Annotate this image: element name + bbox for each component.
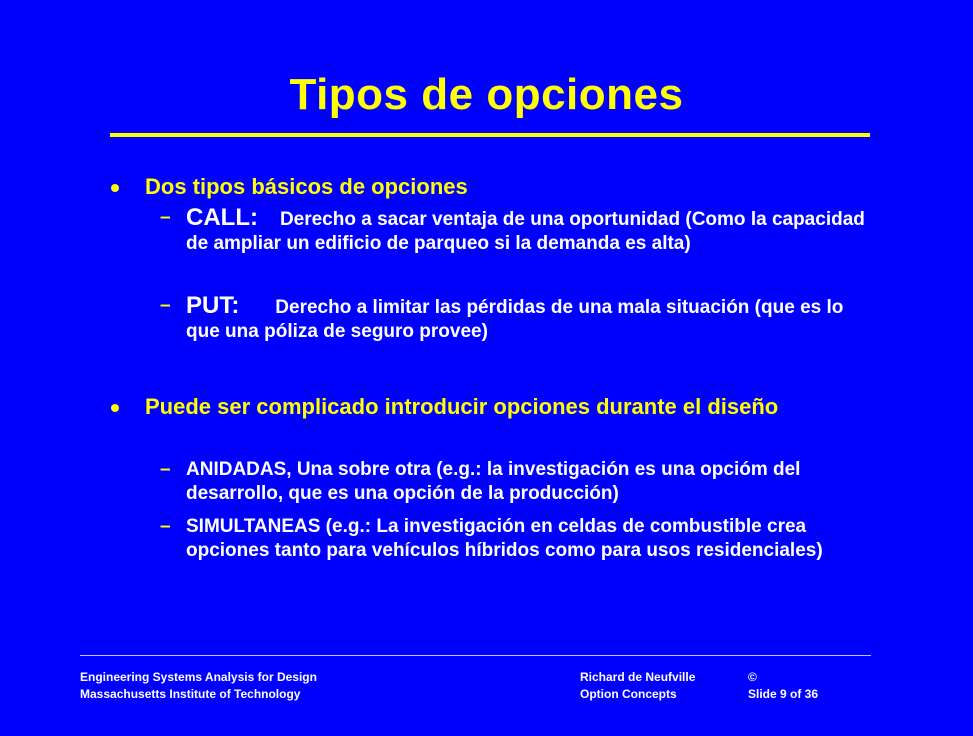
keyword-put: PUT xyxy=(186,292,232,319)
subitem-simultaneas-text: SIMULTANEAS (e.g.: La investigación en celdas de combustible crea opciones tanto para vehículos híbridos como para usos residenciales) xyxy=(186,516,823,561)
keyword-separator: : xyxy=(231,292,247,319)
keyword-separator: : xyxy=(249,204,265,231)
dash-icon: – xyxy=(160,516,171,537)
slide-title: Tipos de opciones xyxy=(289,70,684,119)
dash-icon: – xyxy=(160,295,171,316)
footer-topic: Option Concepts xyxy=(580,687,677,701)
dash-icon: – xyxy=(160,207,171,228)
subitem-anidadas xyxy=(160,458,880,506)
footer-slide-number: Slide 9 of 36 xyxy=(748,687,819,701)
subitem-put xyxy=(160,294,880,344)
footer-author: Richard de Neufville xyxy=(580,670,696,684)
bullet-1-text: Dos tipos básicos de opciones xyxy=(145,174,468,199)
keyword-call: CALL xyxy=(186,204,250,231)
footer-institution: Massachusetts Institute of Technology xyxy=(80,687,301,701)
footer-divider xyxy=(80,655,871,656)
dash-icon: – xyxy=(160,459,171,480)
subitem-anidadas-text: ANIDADAS, Una sobre otra (e.g.: la investigación es una opcióm del desarrollo, que es una opción de la producción) xyxy=(186,459,801,504)
title-underline xyxy=(110,133,870,137)
subitem-call xyxy=(160,206,880,256)
subitem-call-text: Derecho a sacar ventaja de una oportunidad (Como la capacidad de ampliar un edificio de parqueo si la demanda es alta) xyxy=(186,209,865,254)
bullet-dot-icon xyxy=(111,184,119,192)
subitem-simultaneas xyxy=(160,515,880,563)
bullet-2-text: Puede ser complicado introducir opciones durante el diseño xyxy=(145,394,779,419)
copyright-icon: © xyxy=(748,670,757,684)
footer-course: Engineering Systems Analysis for Design xyxy=(80,670,317,684)
bullet-dot-icon xyxy=(111,404,119,412)
subitem-put-text: Derecho a limitar las pérdidas de una mala situación (que es lo que una póliza de seguro provee) xyxy=(186,297,844,342)
